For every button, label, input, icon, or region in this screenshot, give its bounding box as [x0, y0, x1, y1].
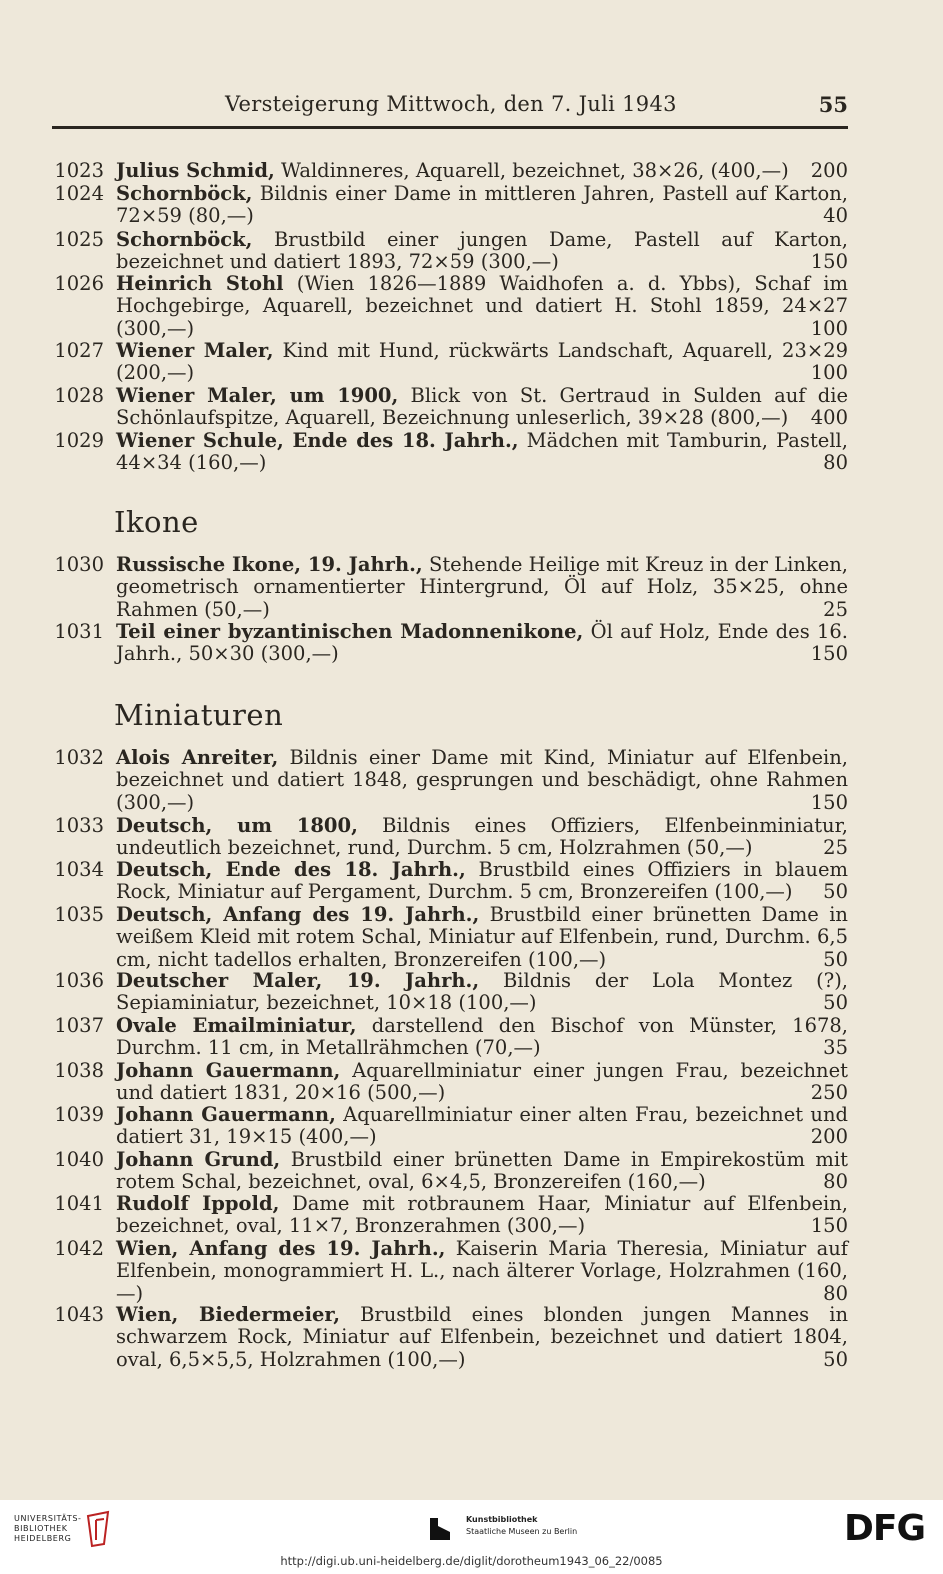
lot-artist: Julius Schmid, [116, 159, 275, 182]
page-number: 55 [818, 92, 848, 117]
lot-artist: Wiener Maler, um 1900, [116, 384, 399, 407]
lot-number: 1024 [54, 182, 104, 205]
lot-price: 250 [810, 1081, 848, 1105]
lot-description: Waldinneres, Aquarell, bezeichnet, 38×26, (400,—) [280, 159, 789, 182]
lot-number: 1025 [54, 228, 104, 251]
lot-number: 1031 [54, 620, 104, 643]
lot-artist: Johann Gauermann, [116, 1059, 341, 1082]
lot-number: 1042 [54, 1237, 104, 1260]
lot-number: 1038 [54, 1059, 104, 1082]
lot-number: 1033 [54, 814, 104, 837]
lot-price: 40 [823, 204, 848, 228]
header-rule [52, 126, 848, 129]
source-url[interactable]: http://digi.ub.uni-heidelberg.de/diglit/dorotheum1943_06_22/0085 [280, 1554, 663, 1568]
lot-description: Brustbild einer brünetten Dame in weißem Kleid mit rotem Schal, Miniatur auf Elfenbein, rund, Durchm. 6,5 cm, nicht tadellos erhalten, Bronzereifen (100,—) [116, 903, 848, 971]
lot-price: 200 [810, 159, 848, 182]
lot-description: Blick von St. Gertraud in Sulden auf die Schönlaufspitze, Aquarell, Bezeichnung unleserlich, 39×28 (800,—) [116, 384, 848, 430]
lot-artist: Deutsch, um 1800, [116, 814, 358, 837]
lot-artist: Wien, Biedermeier, [116, 1303, 341, 1326]
lot-price: 150 [810, 250, 848, 274]
lot-price: 150 [810, 790, 848, 814]
lot-price: 80 [823, 1281, 848, 1305]
lot-price: 400 [810, 406, 848, 430]
lot-artist: Schornböck, [116, 182, 253, 205]
lot-description: darstellend den Bischof von Münster, 1678, Durchm. 11 cm, in Metallrähmchen (70,—) [116, 1014, 849, 1060]
lot-price: 100 [810, 316, 848, 340]
lot-number: 1035 [54, 903, 104, 926]
lot-description: Mädchen mit Tamburin, Pastell, 44×34 (160,—) [116, 429, 848, 475]
lot-price: 150 [810, 642, 848, 666]
lot-artist: Teil einer byzantinischen Madonnenikone, [116, 620, 584, 643]
lot-artist: Wiener Maler, [116, 339, 274, 362]
lot-price: 35 [823, 1036, 848, 1060]
lot-number: 1027 [54, 339, 104, 362]
lot-description: Stehende Heilige mit Kreuz in der Linken, geometrisch ornamentierter Hintergrund, Öl auf Holz, 35×25, ohne Rahmen (50,—) [116, 553, 849, 621]
lot-price: 80 [823, 1170, 848, 1194]
lot-description: Dame mit rotbraunem Haar, Miniatur auf Elfenbein, bezeichnet, oval, 11×7, Bronzerahmen (300,—) [116, 1192, 848, 1238]
heidelberg-logo-icon [84, 1510, 112, 1548]
lot-artist: Deutsch, Anfang des 19. Jahrh., [116, 903, 480, 926]
lot-artist: Wiener Schule, Ende des 18. Jahrh., [116, 429, 519, 452]
lot-description: Bildnis einer Dame in mittleren Jahren, Pastell auf Karton, 72×59 (80,—) [116, 182, 849, 228]
lot-description: Aquarellminiatur einer jungen Frau, bezeichnet und datiert 1831, 20×16 (500,—) [116, 1059, 848, 1105]
lot-artist: Heinrich Stohl [116, 272, 284, 295]
lot-description: Bildnis eines Offiziers, Elfenbeinminiatur, undeutlich bezeichnet, rund, Durchm. 5 cm, Holzrahmen (50,—) [116, 814, 848, 860]
lot-number: 1041 [54, 1192, 104, 1215]
running-title: Versteigerung Mittwoch, den 7. Juli 1943 [225, 92, 677, 116]
lot-number: 1028 [54, 384, 104, 407]
kunstbibliothek-logo-icon [428, 1514, 452, 1542]
lot-price: 100 [810, 361, 848, 385]
lot-price: 50 [823, 991, 848, 1015]
lot-artist: Johann Gauermann, [116, 1103, 336, 1126]
lot-number: 1040 [54, 1148, 104, 1171]
lot-number: 1036 [54, 969, 104, 992]
lot-artist: Wien, Anfang des 19. Jahrh., [116, 1237, 446, 1260]
lot-price: 50 [823, 1347, 848, 1371]
lot-number: 1034 [54, 858, 104, 881]
lot-price: 50 [823, 880, 848, 904]
heidelberg-university-library-logo-text: UNIVERSITÄTS- BIBLIOTHEK HEIDELBERG [14, 1514, 82, 1543]
section-heading-miniaturen: Miniaturen [114, 698, 284, 732]
lot-artist: Deutsch, Ende des 18. Jahrh., [116, 858, 466, 881]
section-heading-ikone: Ikone [114, 505, 199, 539]
lot-artist: Johann Grund, [116, 1148, 281, 1171]
lot-artist: Deutscher Maler, 19. Jahrh., [116, 969, 480, 992]
lot-price: 80 [823, 451, 848, 475]
lot-number: 1037 [54, 1014, 104, 1037]
lot-number: 1030 [54, 553, 104, 576]
lot-price: 200 [810, 1125, 848, 1149]
lot-number: 1023 [54, 159, 104, 182]
lot-price: 25 [823, 836, 848, 860]
lot-artist: Schornböck, [116, 228, 253, 251]
lot-number: 1029 [54, 429, 104, 452]
lot-number: 1039 [54, 1103, 104, 1126]
lot-price: 25 [823, 597, 848, 621]
lot-description: Aquarellminiatur einer alten Frau, bezeichnet und datiert 31, 19×15 (400,—) [116, 1103, 848, 1149]
lot-number: 1043 [54, 1303, 104, 1326]
lot-description: Brustbild eines Offiziers in blauem Rock, Miniatur auf Pergament, Durchm. 5 cm, Bronzereifen (100,—) [116, 858, 848, 904]
lot-artist: Ovale Emailminiatur, [116, 1014, 357, 1037]
lot-price: 150 [810, 1214, 848, 1238]
lot-description: Kaiserin Maria Theresia, Miniatur auf Elfenbein, monogrammiert H. L., nach älterer Vorlage, Holzrahmen (160,—) [116, 1237, 848, 1305]
lot-artist: Alois Anreiter, [116, 746, 279, 769]
lot-number: 1032 [54, 746, 104, 769]
lot-description: Brustbild einer brünetten Dame in Empirekostüm mit rotem Schal, bezeichnet, oval, 6×4,5, Bronzereifen (160,—) [116, 1148, 848, 1194]
kunstbibliothek-logo-text: Kunstbibliothek Staatliche Museen zu Berlin [466, 1515, 578, 1536]
lot-description: Öl auf Holz, Ende des 16. Jahrh., 50×30 (300,—) [116, 620, 849, 666]
lot-price: 50 [823, 947, 848, 971]
dfg-logo: DFG [843, 1508, 925, 1549]
lot-description: Brustbild einer jungen Dame, Pastell auf Karton, bezeichnet und datiert 1893, 72×59 (300,—) [116, 228, 848, 274]
lot-description: (Wien 1826—1889 Waidhofen a. d. Ybbs), Schaf im Hochgebirge, Aquarell, bezeichnet und datiert H. Stohl 1859, 24×27 (300,—) [116, 272, 848, 340]
lot-description: Bildnis einer Dame mit Kind, Miniatur auf Elfenbein, bezeichnet und datiert 1848, gesprungen und beschädigt, ohne Rahmen (300,—) [116, 746, 849, 814]
lot-artist: Rudolf Ippold, [116, 1192, 280, 1215]
lot-description: Brustbild eines blonden jungen Mannes in schwarzem Rock, Miniatur auf Elfenbein, bezeichnet und datiert 1804, oval, 6,5×5,5, Holzrahmen (100,—) [116, 1303, 848, 1371]
lot-number: 1026 [54, 272, 104, 295]
lot-description: Bildnis der Lola Montez (?), Sepiaminiatur, bezeichnet, 10×18 (100,—) [116, 969, 849, 1015]
lot-description: Kind mit Hund, rückwärts Landschaft, Aquarell, 23×29 (200,—) [116, 339, 849, 385]
lot-artist: Russische Ikone, 19. Jahrh., [116, 553, 423, 576]
